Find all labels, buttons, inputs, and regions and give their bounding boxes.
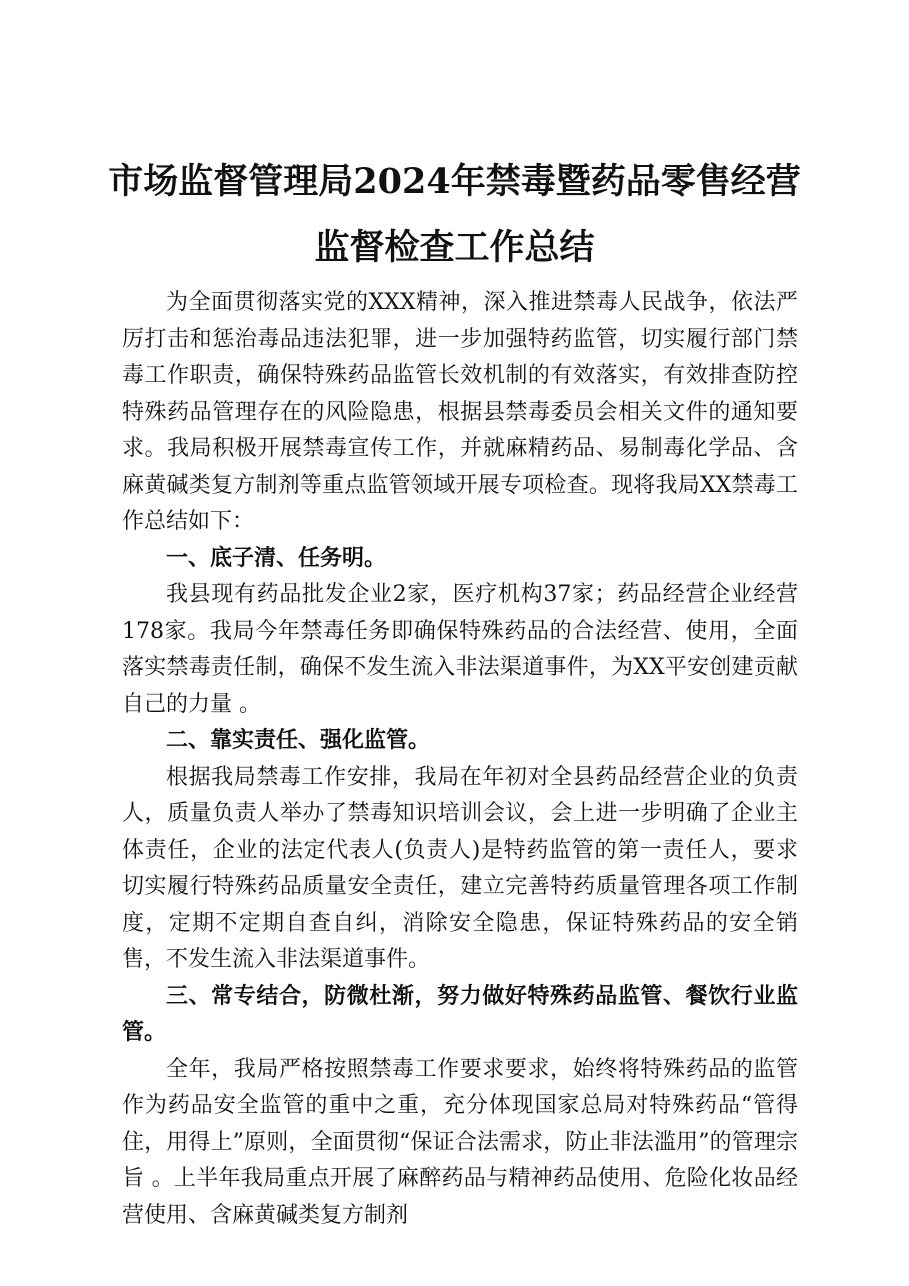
document-title-line-1: 市场监督管理局2024年禁毒暨药品零售经营 xyxy=(108,161,801,202)
section-2-paragraph: 根据我局禁毒工作安排，我局在年初对全县药品经营企业的负责人，质量负责人举办了禁毒知识培训会议，会上进一步明确了企业主体责任，企业的法定代表人(负责人)是特药监管的第一责任人，要求切实履行特殊药品质量安全责任，建立完善特药质量管理各项工作制度，定期不定期自查自纠，消除安全隐患，保证特殊药品的安全销售，不发生流入非法渠道事件。 xyxy=(122,764,798,972)
section-3-paragraph: 全年，我局严格按照禁毒工作要求要求，始终将特殊药品的监管作为药品安全监管的重中之重，充分体现国家总局对特殊药品“管得住，用得上”原则，全面贯彻“保证合法需求，防止非法滥用”的管理宗旨 。上半年我局重点开展了麻醉药品与精神药品使用、危险化妆品经营使用、含麻黄碱类复方制剂 xyxy=(122,1056,798,1228)
document-title-line-2: 监督检查工作总结 xyxy=(314,227,595,268)
section-heading-2: 二、靠实责任、强化监管。 xyxy=(166,728,431,753)
section-heading-1: 一、底子清、任务明。 xyxy=(166,545,387,571)
document-body xyxy=(122,285,798,1234)
intro-paragraph: 为全面贯彻落实党的XXX精神，深入推进禁毒人民战争，依法严厉打击和惩治毒品违法犯罪，进一步加强特药监管，切实履行部门禁毒工作职责，确保特殊药品监管长效机制的有效落实，有效排查防控特殊药品管理存在的风险隐患，根据县禁毒委员会相关文件的通知要求。我局积极开展禁毒宣传工作，并就麻精药品、易制毒化学品、含麻黄碱类复方制剂等重点监管领域开展专项检查。现将我局XX禁毒工作总结如下： xyxy=(122,290,798,534)
section-heading-3: 三、常专结合，防微杜渐，努力做好特殊药品监管、餐饮行业监管。 xyxy=(122,983,798,1045)
section-1-paragraph: 我县现有药品批发企业2家，医疗机构37家；药品经营企业经营178家。我局今年禁毒任务即确保特殊药品的合法经营、使用，全面落实禁毒责任制，确保不发生流入非法渠道事件，为XX平安创建贡献自己的力量 。 xyxy=(122,582,798,717)
